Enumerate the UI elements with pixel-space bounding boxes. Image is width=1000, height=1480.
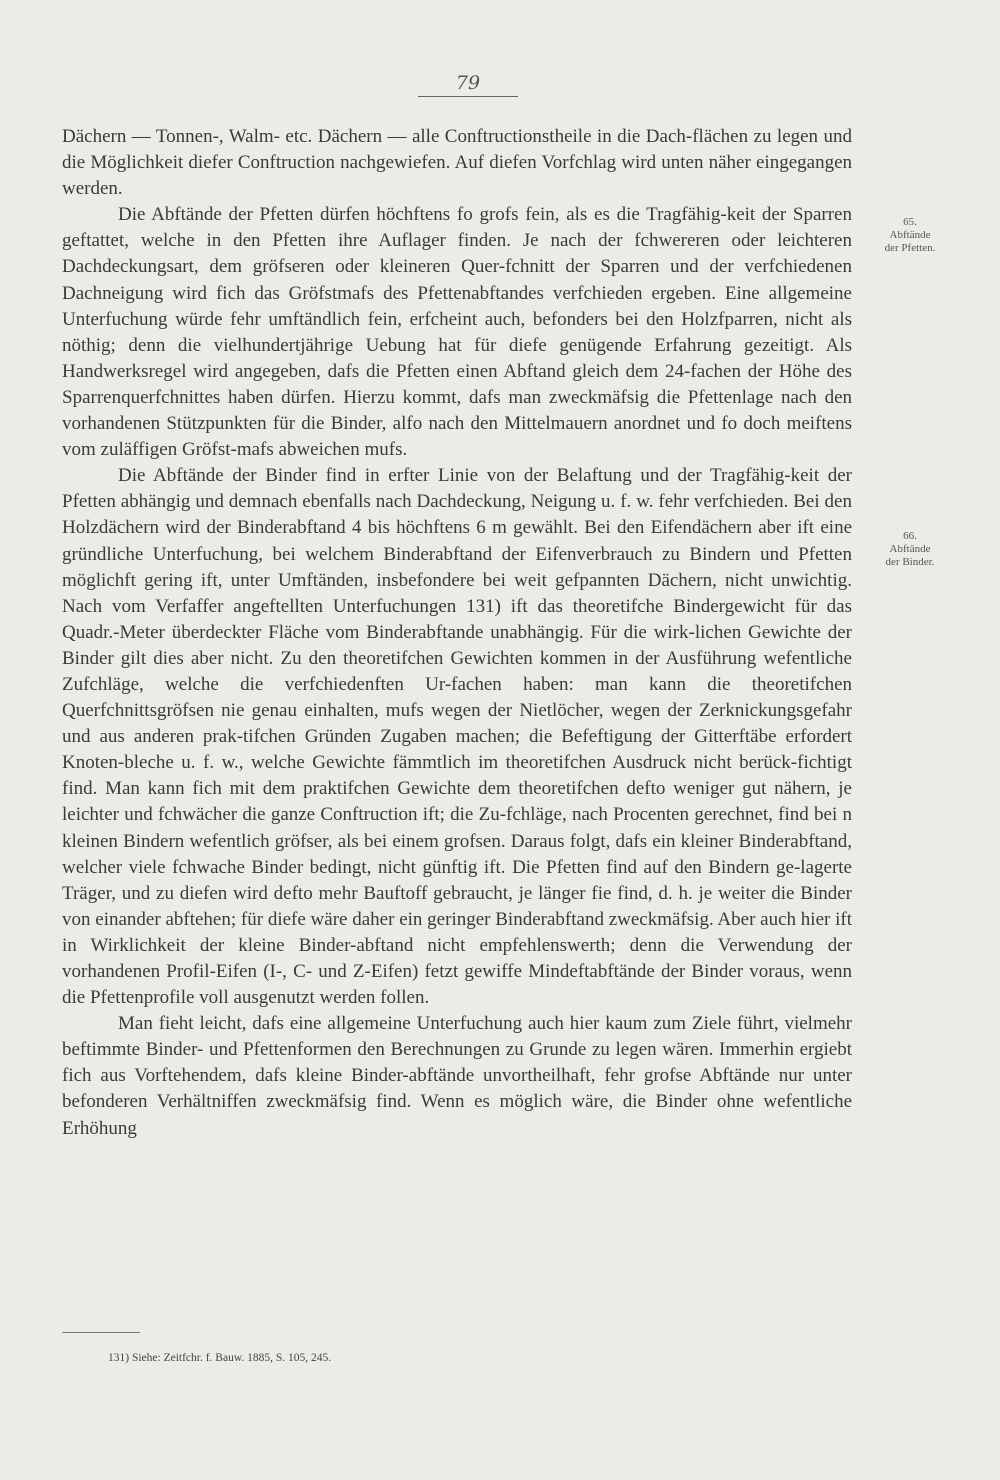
margin-note-number: 66. bbox=[903, 530, 917, 542]
footnote-divider bbox=[62, 1332, 140, 1333]
margin-note-65 bbox=[860, 216, 960, 255]
footnote: 131) Siehe: Zeitfchr. f. Bauw. 1885, S. 105, 245. bbox=[108, 1352, 332, 1364]
main-text bbox=[62, 124, 852, 1142]
paragraph-1: Dächern — Tonnen-, Walm- etc. Dächern — alle Conftructionstheile in die Dach-flächen zu legen und die Möglichkeit diefer Conftruction nachgewiefen. Auf diefen Vorfchlag wird unten näher eingegangen werden. bbox=[62, 126, 852, 200]
margin-note-66 bbox=[860, 530, 960, 569]
page-number: 79 bbox=[418, 72, 518, 97]
margin-note-title: Abftände bbox=[889, 229, 931, 241]
paragraph-2: Die Abftände der Pfetten dürfen höchftens fo grofs fein, als es die Tragfähig-keit der Sparren geftattet, welche in den Pfetten ihre Auflager finden. Je nach der fchwereren oder leichteren Dachdeckungsart, dem gröfseren oder kleineren Quer-fchnitt der Sparren und der verfchiedenen Dachneigung wird fich das Gröfstmafs des Pfettenabftandes verfchieden ergeben. Eine allgemeine Unterfuchung würde fehr umftändlich fein, erfcheint auch, befonders bei den Holzfparren, nicht als nöthig; denn die vielhundertjährige Uebung hat für diefe genügende Erfahrung gezeitigt. Als Handwerksregel wird angegeben, dafs die Pfetten einen Abftand gleich dem 24-fachen der Höhe des Sparrenquerfchnittes haben dürfen. Hierzu kommt, dafs man zweckmäfsig die Pfettenlage nach den vorhandenen Stützpunkten für die Binder, alfo nach den Mittelmauern anordnet und fo doch meiftens vom zuläffigen Gröfst-mafs abweichen mufs. bbox=[62, 204, 852, 461]
margin-note-subtitle: der Binder. bbox=[885, 556, 935, 568]
margin-note-subtitle: der Pfetten. bbox=[884, 242, 936, 254]
paragraph-3: Die Abftände der Binder find in erfter Linie von der Belaftung und der Tragfähig-keit der Pfetten abhängig und demnach ebenfalls nach Dachdeckung, Neigung u. f. w. fehr verfchieden. Bei den Holzdächern wird der Binderabftand 4 bis höchftens 6 m gewählt. Bei den Eifendächern aber ift eine gründliche Unterfuchung, bei welchem Binderabftand der Eifenverbrauch zu Bindern und Pfetten möglichft gering ift, unter Umftänden, insbefondere bei weit gefpannten Dächern, nicht unwichtig. Nach vom Verfaffer angeftellten Unterfuchungen 131) ift das theoretifche Bindergewicht für das Quadr.-Meter überdeckter Fläche vom Binderabftande unabhängig. Für die wirk-lichen Gewichte der Binder gilt dies aber nicht. Zu den theoretifchen Gewichten kommen in der Ausführung wefentliche Zufchläge, welche die verfchiedenften Ur-fachen haben: man kann die theoretifchen Querfchnittsgröfsen nie genau einhalten, mufs wegen der Nietlöcher, wegen der Zerknickungsgefahr und aus anderen prak-tifchen Gründen Zugaben machen; die Befeftigung der Gitterftäbe erfordert Knoten-bleche u. f. w., welche Gewichte fämmtlich im theoretifchen Ausdruck nicht berück-fichtigt find. Man kann fich mit dem praktifchen Gewichte dem theoretifchen defto weniger gut nähern, je leichter und fchwächer die ganze Conftruction ift; die Zu-fchläge, nach Procenten gerechnet, find bei n kleinen Bindern wefentlich gröfser, als bei einem grofsen. Daraus folgt, dafs ein kleiner Binderabftand, welcher viele fchwache Binder bedingt, nicht günftig ift. Die Pfetten find auf den Bindern ge-lagerte Träger, und zu diefen wird defto mehr Bauftoff gebraucht, je länger fie find, d. h. je weiter die Binder von einander abftehen; für diefe wäre daher ein geringer Binderabftand zweckmäfsig. Aber auch hier ift in Wirklichkeit der kleine Binder-abftand nicht empfehlenswerth; denn die Verwendung der vorhandenen Profil-Eifen (I-, C- und Z-Eifen) fetzt gewiffe Mindeftabftände der Binder voraus, wenn die Pfettenprofile voll ausgenutzt werden follen. bbox=[62, 465, 852, 1009]
margin-note-title: Abftände bbox=[889, 543, 931, 555]
margin-note-number: 65. bbox=[903, 216, 917, 228]
paragraph-4: Man fieht leicht, dafs eine allgemeine Unterfuchung auch hier kaum zum Ziele führt, vielmehr beftimmte Binder- und Pfettenformen den Berechnungen zu Grunde zu legen wären. Immerhin ergiebt fich aus Vorftehendem, dafs kleine Binder-abftände unvortheilhaft, fehr grofse Abftände nur unter befonderen Verhältniffen zweckmäfsig find. Wenn es möglich wäre, die Binder ohne wefentliche Erhöhung bbox=[62, 1013, 852, 1139]
